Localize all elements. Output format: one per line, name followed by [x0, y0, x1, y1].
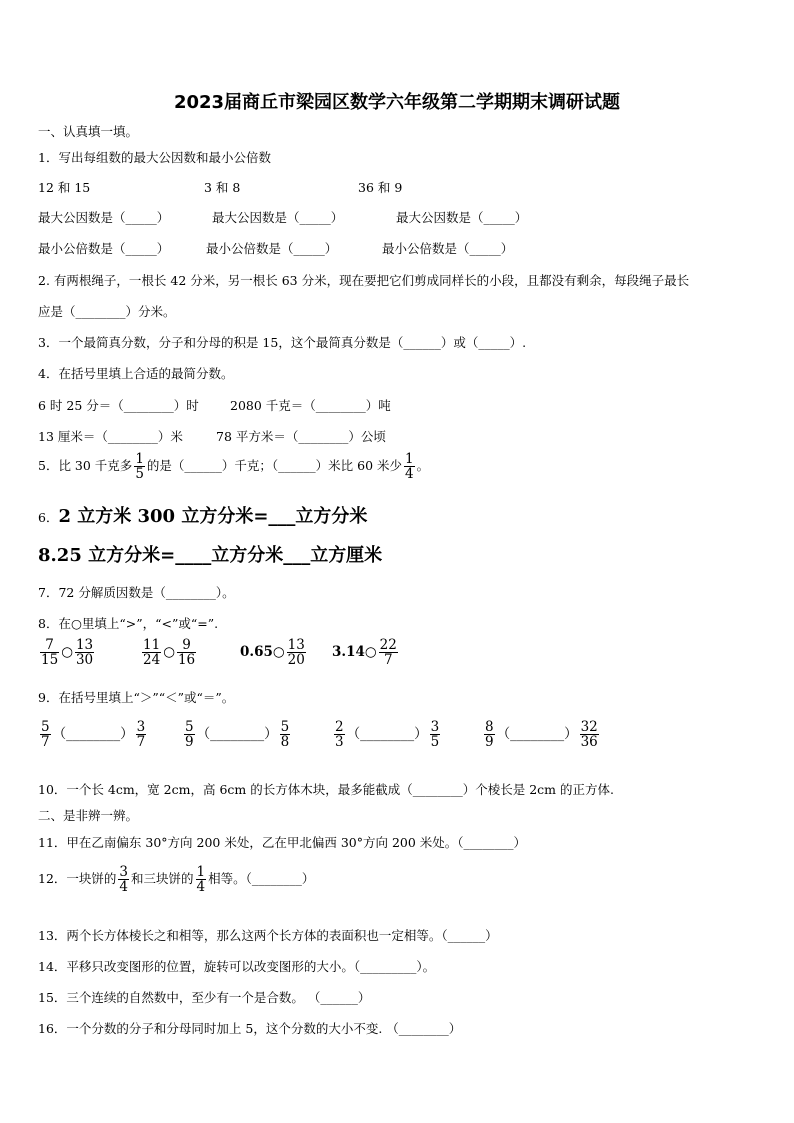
question-6-line-2: 8.25 立方分米=____立方分米___立方厘米: [38, 545, 383, 566]
fraction-denominator: 15: [41, 652, 59, 669]
fraction-denominator: 3: [335, 734, 344, 751]
fraction-numerator: 5: [280, 719, 290, 735]
question-6-line-1: [38, 502, 367, 528]
q8-item-1-left-fraction: [40, 638, 59, 667]
q4-item-c: 13 厘米＝（________）米: [38, 429, 183, 444]
q6-text-1: 2 立方米 300 立方分米=___立方分米: [58, 506, 368, 527]
fraction-numerator: 5: [185, 719, 194, 735]
q5-part-1: 5．比 30 千克多: [38, 458, 133, 474]
question-15: 15．三个连续的自然数中，至少有一个是合数。 （______）: [38, 990, 371, 1005]
fraction-denominator: 36: [580, 734, 598, 751]
fraction-numerator: 9: [177, 638, 196, 653]
q1-gcd-2: 最大公因数是（_____）: [212, 210, 344, 225]
q5-fraction-2: [404, 452, 415, 481]
answer-blank: （________）: [346, 726, 428, 743]
fraction-numerator: 8: [485, 719, 494, 735]
compare-circle: ○: [163, 644, 175, 661]
fraction-numerator: 13: [75, 637, 94, 653]
q4-item-b: 2080 千克＝（________）吨: [230, 398, 391, 413]
fraction-denominator: 7: [136, 734, 146, 751]
answer-blank: （________）: [52, 726, 134, 743]
question-14: 14．平移只改变图形的位置，旋转可以改变图形的大小。（_________）。: [38, 959, 436, 974]
question-10: 10．一个长 4cm，宽 2cm，高 6cm 的长方体木块，最多能截成（________）个棱长是 2cm 的正方体.: [38, 782, 614, 797]
q5-fraction-2-numerator: 1: [405, 451, 414, 467]
q1-lcm-3: 最小公倍数是（_____）: [382, 241, 514, 256]
question-3: 3．一个最简真分数，分子和分母的积是 15，这个最简真分数是（______）或（_____）.: [38, 335, 527, 350]
q9-pair-4: [482, 720, 601, 749]
fraction-numerator: 5: [41, 719, 50, 735]
fraction-denominator: 7: [41, 734, 50, 751]
question-13: 13．两个长方体棱长之和相等，那么这两个长方体的表面积也一定相等。（______）: [38, 928, 498, 943]
answer-blank: （________）: [496, 726, 578, 743]
fraction-denominator: 8: [280, 734, 290, 751]
question-8: 8．在○里填上“>”，“<”或“=”.: [38, 616, 219, 631]
fraction-denominator: 4: [119, 879, 128, 896]
q1-lcm-2: 最小公倍数是（_____）: [206, 241, 338, 256]
q8-item-3-right-fraction: [287, 638, 306, 667]
q6-number: 6．: [38, 510, 59, 525]
q8-item-4: [332, 638, 400, 667]
q1-group-3: 36 和 9: [358, 180, 403, 195]
fraction-denominator: 16: [177, 652, 196, 669]
q5-fraction-1-numerator: 1: [135, 451, 144, 467]
fraction-denominator: 4: [196, 879, 206, 896]
q8-item-4-left: 3.14○: [332, 644, 377, 661]
q9-pair-4-right: [580, 720, 599, 749]
fraction-denominator: 9: [485, 734, 494, 751]
q8-item-3: [240, 638, 308, 667]
q5-part-2: 的是（______）千克；（______）米比 60 米少: [146, 458, 403, 474]
q1-group-1: 12 和 15: [38, 180, 91, 195]
q8-item-2: [140, 638, 198, 667]
question-2-line-1: 2. 有两根绳子，一根长 42 分米，另一根长 63 分米，现在要把它们剪成同样长的小段，且都没有剩余，每段绳子最长: [38, 273, 690, 288]
fraction-denominator: 5: [430, 734, 440, 751]
q1-gcd-3: 最大公因数是（_____）: [396, 210, 528, 225]
q4-item-a: 6 时 25 分＝（________）时: [38, 398, 199, 413]
q8-item-3-left: 0.65○: [240, 644, 285, 661]
q12-part-2: 和三块饼的: [131, 871, 194, 887]
fraction-numerator: 3: [119, 864, 128, 880]
q9-pair-2-left: [184, 720, 195, 749]
q1-group-2: 3 和 8: [204, 180, 241, 195]
q4-item-d: 78 平方米＝（________）公顷: [216, 429, 386, 444]
fraction-numerator: 13: [287, 637, 305, 653]
q8-item-2-left-fraction: [142, 638, 161, 667]
question-11: 11．甲在乙南偏东 30°方向 200 米处，乙在甲北偏西 30°方向 200 米处。（________）: [38, 835, 527, 850]
answer-blank: （________）: [196, 726, 278, 743]
q12-part-3: 相等。（________）: [208, 871, 315, 887]
q12-part-1: 12．一块饼的: [38, 871, 117, 887]
fraction-denominator: 24: [143, 652, 161, 669]
q9-pair-3-left: [334, 720, 345, 749]
q8-item-2-right-fraction: [177, 638, 196, 667]
fraction-numerator: 1: [196, 864, 206, 880]
question-7: 7．72 分解质因数是（________）。: [38, 585, 235, 600]
q5-part-3: 。: [416, 458, 430, 474]
q9-pair-3-right: [430, 720, 441, 749]
fraction-numerator: 3: [430, 719, 440, 735]
q9-pair-1-left: [40, 720, 51, 749]
section-2-heading: 二、是非辨一辨。: [38, 808, 139, 823]
q9-pair-4-left: [484, 720, 495, 749]
question-1: 1．写出每组数的最大公因数和最小公倍数: [38, 150, 271, 165]
q12-fraction-1: [118, 865, 129, 894]
fraction-numerator: 11: [143, 637, 161, 653]
q9-pair-1-right: [136, 720, 147, 749]
section-1-heading: 一、认真填一填。: [38, 124, 139, 139]
question-2-line-2: 应是（________）分米。: [38, 304, 176, 319]
fraction-numerator: 7: [40, 638, 59, 653]
fraction-numerator: 32: [580, 719, 598, 735]
q8-item-4-right-fraction: [379, 638, 398, 667]
compare-circle: ○: [61, 644, 73, 661]
q9-pair-3: [332, 720, 442, 749]
question-9: 9．在括号里填上“＞”“＜”或“＝”。: [38, 690, 235, 705]
q9-pair-2: [182, 720, 292, 749]
fraction-numerator: 2: [335, 719, 344, 735]
q9-pair-2-right: [280, 720, 291, 749]
q1-gcd-1: 最大公因数是（_____）: [38, 210, 170, 225]
fraction-denominator: 7: [383, 652, 393, 669]
q9-pair-1: [38, 720, 148, 749]
fraction-numerator: 22: [379, 637, 397, 653]
question-16: 16．一个分数的分子和分母同时加上 5，这个分数的大小不变. （________）: [38, 1021, 462, 1036]
question-4: 4．在括号里填上合适的最简分数。: [38, 366, 234, 381]
fraction-denominator: 30: [75, 652, 94, 669]
fraction-denominator: 9: [185, 734, 194, 751]
q5-fraction-1: [134, 452, 145, 481]
question-12: [38, 865, 314, 894]
q12-fraction-2: [196, 865, 207, 894]
q1-lcm-1: 最小公倍数是（_____）: [38, 241, 170, 256]
fraction-numerator: 3: [136, 719, 146, 735]
q8-item-1: [38, 638, 96, 667]
question-5: [38, 452, 429, 481]
q8-item-1-right-fraction: [75, 638, 94, 667]
q5-fraction-2-denominator: 4: [405, 466, 414, 483]
q5-fraction-1-denominator: 5: [135, 466, 144, 483]
page-title: 2023届商丘市梁园区数学六年级第二学期期末调研试题: [173, 92, 621, 113]
fraction-denominator: 20: [287, 652, 305, 669]
